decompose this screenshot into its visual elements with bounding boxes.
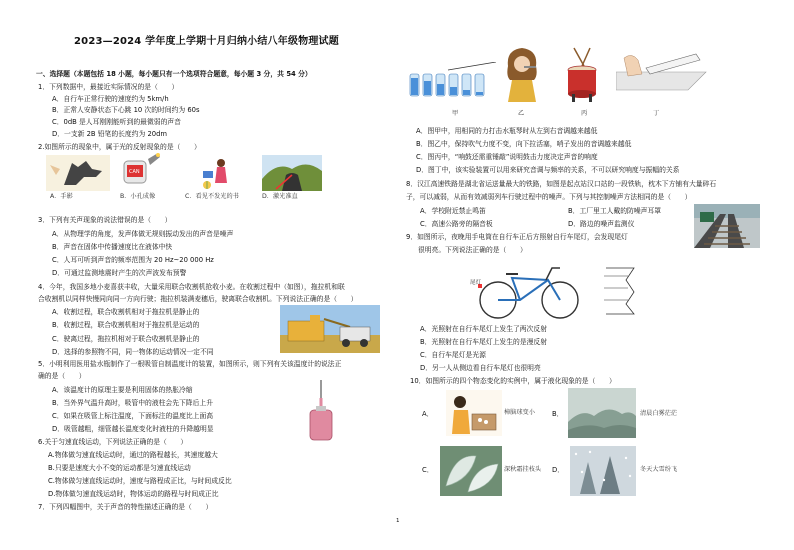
q9-option-d: D．另一人从侧边看自行车尾灯也很明亮 [420, 364, 541, 372]
q3-option-b: B．声音在固体中传播速度比在液体中快 [52, 243, 173, 251]
reflector-diagram [604, 266, 640, 316]
q5-option-a: A．该温度计的原理主要是利用固体的热胀冷缩 [52, 386, 193, 394]
q4-option-c: C．驶离过程，拖拉机相对于联合收割机是静止的 [52, 335, 200, 343]
svg-text:CAN: CAN [129, 169, 140, 175]
q6-option-a: A.物体做匀速直线运动时，通过的路程越长，其速度越大 [48, 451, 218, 459]
pinhole-camera-figure [118, 153, 162, 189]
q1-option-a: A．自行车正常行驶的速度约为 5km/h [52, 95, 169, 103]
q7-label-bing: 丙 [581, 110, 588, 117]
q4-option-a: A．收割过程，联合收割机相对于拖拉机是静止的 [52, 308, 200, 316]
whistle-girl-figure [500, 46, 544, 102]
q9-option-b: B．光照射在自行车尾灯上发生的是漫反射 [420, 338, 548, 346]
bottle-thermometer-figure [306, 380, 336, 442]
q2-caption-b: B．小孔成像 [120, 193, 156, 200]
q5-stem-line1: 5．小明利用医用盐水瓶制作了一根吸管自制温度计的装置，如图所示，则下列有关该温度计的说法正 [38, 360, 342, 368]
q5-option-b: B．当外界气温升高时，吸管中的液柱会先下降后上升 [52, 399, 213, 407]
q8-option-d: D．路边的噪声监测仪 [568, 220, 635, 228]
q3-option-d: D．可通过监测地震时产生的次声波发布预警 [52, 269, 187, 277]
q4-option-b: B．收割过程，联合收割机相对于拖拉机是运动的 [52, 321, 200, 329]
q6-stem: 6.关于匀速直线运动，下列说法正确的是（ ） [38, 438, 188, 446]
water-bottles-figure [408, 62, 498, 98]
q10-caption-d: 冬天大雪纷飞 [640, 466, 678, 473]
q4-stem-line2: 合收割机以同样快慢同向同一方向行驶；拖拉机装满麦穗后，驶离联合收割机。下列说法正确的是（ ） [38, 295, 358, 303]
book-reading-figure [195, 155, 235, 191]
q2-caption-c: C．看见不发光的书 [185, 193, 239, 200]
q6-option-b: B.只要是速度大小不变的运动都是匀速直线运动 [48, 464, 191, 472]
q10-caption-c: 深秋霜挂枝头 [504, 466, 542, 473]
q5-stem-line2: 确的是（ ） [38, 372, 86, 380]
section-heading: 一、选择题（本题包括 18 小题，每小题只有一个选项符合题意，每小题 3 分，共 54 分） [36, 70, 312, 78]
q8-option-c: C．高速公路旁的隔音板 [420, 220, 493, 228]
q1-option-c: C．0dB 是人耳刚刚能听到的最微弱的声音 [52, 118, 181, 126]
q10-caption-b: 清晨白雾茫茫 [640, 410, 678, 417]
q8-stem-line2: 子，可以减弱，从而有效减弱列车行驶过程中的噪声。下列与其控制噪声方法相同的是（ ） [406, 193, 692, 201]
mothball-figure [446, 390, 502, 436]
hand-shadow-figure [46, 155, 110, 191]
q9-option-c: C．自行车尾灯是光源 [420, 351, 486, 359]
ruler-desk-figure [616, 50, 708, 94]
q2-caption-a: A．手影 [50, 193, 73, 200]
q9-option-a: A．光照射在自行车尾灯上发生了两次反射 [420, 325, 547, 333]
tail-light-label: 尾灯 [470, 280, 482, 286]
drum-figure [560, 46, 604, 102]
q8-stem-line1: 8．汉江高速铁路是湖北省运送量最大的铁路，如图是起点站汉口站的一段铁轨，枕木下方铺有大量碎石 [406, 180, 717, 188]
q8-option-b: B．工厂里工人戴的防噪声耳罩 [568, 207, 662, 215]
railway-track-figure [694, 204, 760, 248]
q7-option-a: A．图甲中，用相同的力打击水瓶琴时从左到右音调越来越低 [416, 127, 598, 135]
q7-label-ding: 丁 [653, 110, 660, 117]
bicycle-figure [474, 262, 584, 320]
q7-stem: 7．下列四幅图中，关于声音的特性描述正确的是（ ） [38, 503, 213, 511]
snowfall-figure [570, 446, 636, 496]
q3-option-c: C．人耳可听到声音的频率范围为 20 Hz~20 000 Hz [52, 256, 214, 264]
frost-leaves-figure [440, 446, 502, 496]
q2-caption-d: D．激光准直 [262, 193, 298, 200]
morning-fog-figure [568, 388, 636, 438]
laser-tunnel-figure [262, 155, 322, 191]
q6-option-d: D.物体做匀速直线运动时，物体运动的路程与时间成正比 [48, 490, 219, 498]
q4-stem-line1: 4．今年，我国多地小麦喜获丰收，大量采用联合收割机抢收小麦。在收割过程中（如图），拖拉机和联 [38, 283, 345, 291]
q9-stem-line1: 9．如图所示，夜晚用手电筒在自行车正后方照射自行车尾灯，会发现尾灯 [406, 233, 628, 241]
q10-letter-d: D． [552, 466, 565, 474]
q3-stem: 3．下列有关声现象的说法错误的是（ ） [38, 216, 172, 224]
q7-label-jia: 甲 [452, 110, 459, 117]
q8-option-a: A．学校附近禁止鸣笛 [420, 207, 486, 215]
q7-option-c: C．图丙中，“响鼓还需重锤敲”说明鼓击力度决定声音的响度 [416, 153, 598, 161]
q10-letter-a: A． [422, 410, 434, 418]
q1-option-d: D．一支新 2B 铅笔的长度约为 20dm [52, 130, 168, 138]
q7-label-yi: 乙 [518, 110, 525, 117]
q4-option-d: D．选择的参照物不同，同一物体的运动情况一定不同 [52, 348, 214, 356]
q6-option-c: C.物体做匀速直线运动时，速度与路程成正比，与时间成反比 [48, 477, 232, 485]
q7-option-b: B．图乙中，保持吹气力度不变，向下拉活塞，哨子发出的音调越来越低 [416, 140, 632, 148]
q9-stem-line2: 很明亮。下列说法正确的是（ ） [418, 246, 527, 254]
q10-caption-a: 樟脑球变小 [504, 409, 535, 416]
q10-stem: 10．如图所示的四个物态变化的实例中，属于液化现象的是（ ） [410, 377, 616, 385]
page-number: 1 [396, 518, 400, 524]
q2-stem: 2.如图所示的现象中，属于光的反射现象的是（ ） [38, 143, 201, 151]
q5-option-d: D．吸管越粗，细管越长温度变化时液柱的升降越明显 [52, 425, 214, 433]
q10-letter-b: B． [552, 410, 564, 418]
q7-option-d: D．图丁中，该实验装置可以用来研究音调与频率的关系，不可以研究响度与振幅的关系 [416, 166, 680, 174]
q3-option-a: A．从物理学的角度，发声体做无规则振动发出的声音是噪声 [52, 230, 234, 238]
q1-option-b: B．正常人安静状态下心跳 10 次的时间约为 60s [52, 106, 200, 114]
harvester-figure [280, 305, 380, 353]
q1-stem: 1．下列数据中，最接近实际情况的是（ ） [38, 83, 179, 91]
q10-letter-c: C． [422, 466, 434, 474]
exam-title: 2023—2024 学年度上学期十月归纳小结八年级物理试题 [74, 36, 339, 47]
q5-option-c: C．如果在吸管上标注温度，下面标注的温度比上面高 [52, 412, 214, 420]
